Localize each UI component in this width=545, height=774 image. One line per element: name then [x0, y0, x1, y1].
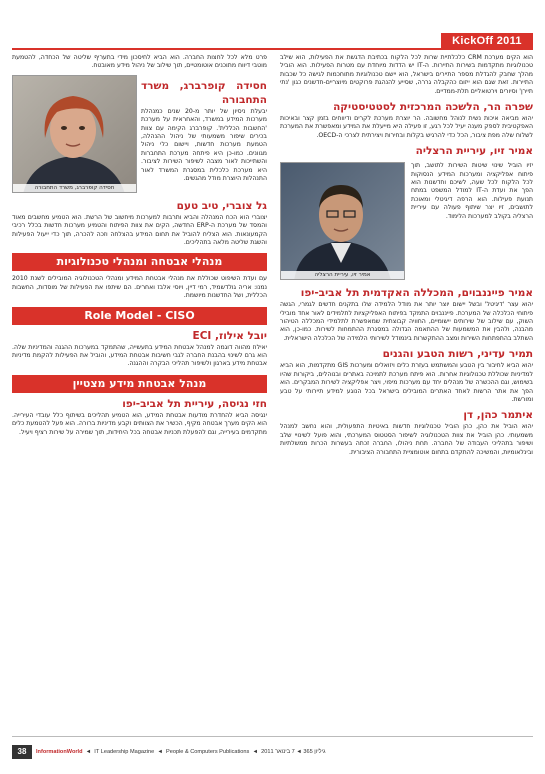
- section-tag: KickOff 2011: [441, 33, 533, 49]
- section-banner: Role Model - CISO: [12, 307, 267, 325]
- nominee-heading: איתמר כהן, דן: [463, 409, 533, 422]
- footer-separator: ◄: [84, 749, 93, 755]
- nominee-heading: אמיר פייננבוים, המכללה האקדמית תל אביב-יפו: [300, 287, 533, 300]
- footer-separator: ◄: [155, 749, 165, 755]
- page-footer: [12, 736, 533, 760]
- right-column: [280, 54, 533, 724]
- paragraph: יצוברי הוא הכח המנהלה והביא ותרבות למערכות מיחשוב של הרשת. הוא הטמיע מחשבים מאוד והמסד של מערכת ה-ERP החדשה, הקים את צוות הפיתוח והטמיע מערכות חדשות בכלל רכיבי הקמעונאות. הוא הצליח להוביל את תחום המידע בהצלחה וזכה להכרה, תוך כדי ייעול הפעילות והשגת שליטה מלאה בתהליכים.: [12, 213, 267, 247]
- nominee-heading: יובל אילוז, ECI: [192, 329, 267, 342]
- paragraph: פרט מלא לכל לחצות החברה. הוא הביא לחיסכון מידי בתעריף שליטה של הכחדה, להטמעת מוטבי דיווח מתוכנים אוטומטיים, תוך שילוב של ניהול מידע מאובטח.: [12, 54, 267, 70]
- footer-separator: ◄: [250, 749, 260, 755]
- portrait-photo-hasida-kuperberg: [12, 75, 137, 193]
- nominee-heading: גל צוברי, טיב טעם: [176, 199, 267, 212]
- nominee-heading: שפרה הר, הלשכה המרכזית לסטטיסטיקה: [333, 101, 533, 114]
- nominee-heading: תמיר עדיני, רשות הטבע והגנים: [382, 348, 533, 361]
- photo-caption: אמיר זיו, עיריית הרצליה: [281, 271, 404, 279]
- paragraph: יהוא הוביל את כהן, כהן הוביל טכנולוגיות חדשות באיטיות התפעולית, והוא נחשב למנהל משמעותי. כהן הוביל את צוות הטכנולוגיה לשיפור הסטטוס המערכתי, והוא פועל לשינויי שלב ושיפור בתהליכי העבודה של החברה. תחת ניהולו, החברה זכתה בעשרות הכרות ממשלתיות ובינלאומיות, והמשיכה להתקדם בתחום אוטומציית התחבורה הציבורית.: [280, 423, 533, 456]
- portrait-illustration: [12, 76, 136, 193]
- footer-publication: InformationWorld: [36, 749, 83, 755]
- left-column: [12, 54, 267, 724]
- paragraph: ינגיסה הביא להחדרת מודעות אבטחת המידע, הוא הטמיע תהליכים בשיתוף כלל עובדי העירייה. הוא הקים מערך אבטחה מקיף, הכשיר את הצוותים וקבע מדיניות ברורה. הוא פעל להטמעת כלים מתקדמים בעירייה, וגם להפעלת תכניות אבטחה בכל היחידות, תוך שמירה על שירות רציף ויעיל.: [12, 411, 267, 436]
- photo-block: [280, 162, 533, 280]
- paragraph: יאילוז מהווה דוגמה למנהל אבטחת המידע בתעשייה, שהתמקד במערכות ההגנה והמדיניות שלה. הוא גרם לשינוי בהבנת החברה לגבי חשיבות אבטחת המידע, והוביל את הפעילות להקמת מדיניות אבטחת מידע בארגון ולשיפור תהליכי הבקרה וההגנה.: [12, 343, 267, 368]
- portrait-photo-amir-ziv: [280, 162, 405, 280]
- footer-it-magazine: IT Leadership Magazine: [94, 749, 155, 755]
- paragraph: יהוא עצר 'דיגיטל' ובשל יישום יוצר יותר את מודל הלמידה שלו בתקנים חדשים לגמרי, הגשה פיתוחי הכלכלה של המערכת. פייננבוים התמקד בפיתוח האפליקציות לתלמידים לאור אחד מובילי השוק, עם שילוב של שירותים יישומיים, החוויה קבוצתית שמאפשרת לתלמידי המכללה הטיהור מהבנה, ולהבין את המשמעות של ההתאמה הגדולה במסגרת ההתמחות לשירות. כמו-כן, הוא השתלב בהתפתחות השירות ומצב ההתקשרות בינמודל לשירותי הלמידה של הכלכלה הישראלית.: [280, 301, 533, 342]
- nominee-heading: חסידה קופרברג, משרד התחבורה: [141, 79, 267, 106]
- portrait-illustration: [280, 163, 404, 280]
- photo-side-text: יבעלת ניסיון של יותר מ-20 שנים כמנהלת מערכות המידע במשרד, והאחראית על מערכת 'החשבות הכללית'. קופרברג הקימה עם צוות בכירים שיפור משמעותי של ניהול ההנהלה, הטמעת מערכות חדשות, ויישום כלי ניהול מגוונים. כמו-כן היא פיתחה מערכת התחברות והשתייכות לאור מצבה לשיפור השירות לציבור. היא מערכת כלכלית במסגרת המשרד לאור התנהלות היוצרת מודל מהגשים.: [141, 107, 267, 183]
- photo-side-text: יזיו הוביל שינוי שיטות השירות לתושב, תוך פיתוח אפליקציה ומערכות המידע הנסוקות לכל הלקוח לכל שעה, לשיכם וחדשנות הוא הפך את ועדת ה-IT למודל המשפט במתח תנועת פעילות. הוא הרפה דיגיטלי ומאוכת לתושבים, זיו יצר שיתוף פעולה עם עיריית הרצליה בקולב למערכות הלימוד.: [411, 162, 533, 220]
- paragraph: יהוא הביא לחיבור בין הטבע והמשתמש בעזרת כלים ויזואלים ומערכות GIS מתקדמות, הוא הביא למדיניות שכוללת טכנולוגיות אחרות. הוא פיתח מערכת לתמיכה באתרים ובנוהלים, ביקורות שהיו בשימוש, וגם ההכשרה של מנהלים יחד עם מערכות מיפוי, ויצר אפליקציה לשירות המבקרים. הוא הפך את אתר הרשות לאחד האתרים המובילים בישראל בכל הנוגע למידע תיירותי על טבע ומורשת.: [280, 362, 533, 403]
- footer-text: [36, 745, 325, 759]
- paragraph: עם ועדת השיפוט שכוללת את מנהלי אבטחת המידע ומנהלי הטכנולוגיה המובילים לשנת 2010 נמנו: אריה גולדשמיד, רמי דיין, ויוסי אלבז ואחרים. הם שיתפו את הפעילות של מוסדות, החשבות הכללית, ושל החדשנות מיושמת.: [12, 275, 267, 300]
- section-banner: מנהל אבטחת מידע מצטיין: [12, 375, 267, 393]
- nominee-heading: אמיר זיו, עיריית הרצליה: [415, 145, 533, 158]
- footer-pcp: People & Computers Publications: [166, 749, 250, 755]
- footer-issue: גיליון 365 ◄ 7 בינואר 2011: [261, 749, 326, 755]
- paragraph: יהוא מביאה איכות נשית לנוהל מחשובה. הר יוצרת מערכת לקרים ודיווחים בזמן קצר ובאיכות האפקטיבית לספק מענה יעיל לכל רגע, זו פעילה היא מייעלת את המידע ומאפשרת את המערכת לשלוח שלה מפת ציבור, הכל כדי להרגיש בקלות ובחירות ויצירתית לצרכי ה-OECD.: [280, 115, 533, 139]
- section-banner: מנהלי אבטחה ומנהלי טכנולוגיות: [12, 253, 267, 271]
- paragraph: הוא הקים מערכת CRM כלכלתיית שרות לכל הלקוח בכתיבת הדגשת את הפעילות, הוא שילב טכנולוגיות מתקדמות בשירות התיירות. ה-IT יש הדדות מיוחדת עם מטרות הפעילות. הוא הוביל מהלך שחבק להגדלת מספר התיירים בישראל, הוא יישם טכנולוגיות מתוחכמות לגישה כל שכבות התיירות. זאת שגם הוא ייזום כהקבלה גררה, שסייע להנהגת פרוקטים מיוצריים-חדשנים כגון 'נתי תיירן' וסיורים וירטואליים תלת-ממדיים.: [280, 54, 534, 95]
- photo-side-column: [141, 75, 267, 193]
- header-rule: [12, 48, 533, 50]
- top-margin: [0, 0, 545, 10]
- page-number: 38: [12, 745, 32, 759]
- photo-block: [12, 75, 267, 193]
- photo-caption: חסידה קופרברג, משרד התחבורה: [13, 184, 136, 192]
- nominee-heading: חזי נגיסה, עיריית תל אביב-יפו: [122, 397, 267, 410]
